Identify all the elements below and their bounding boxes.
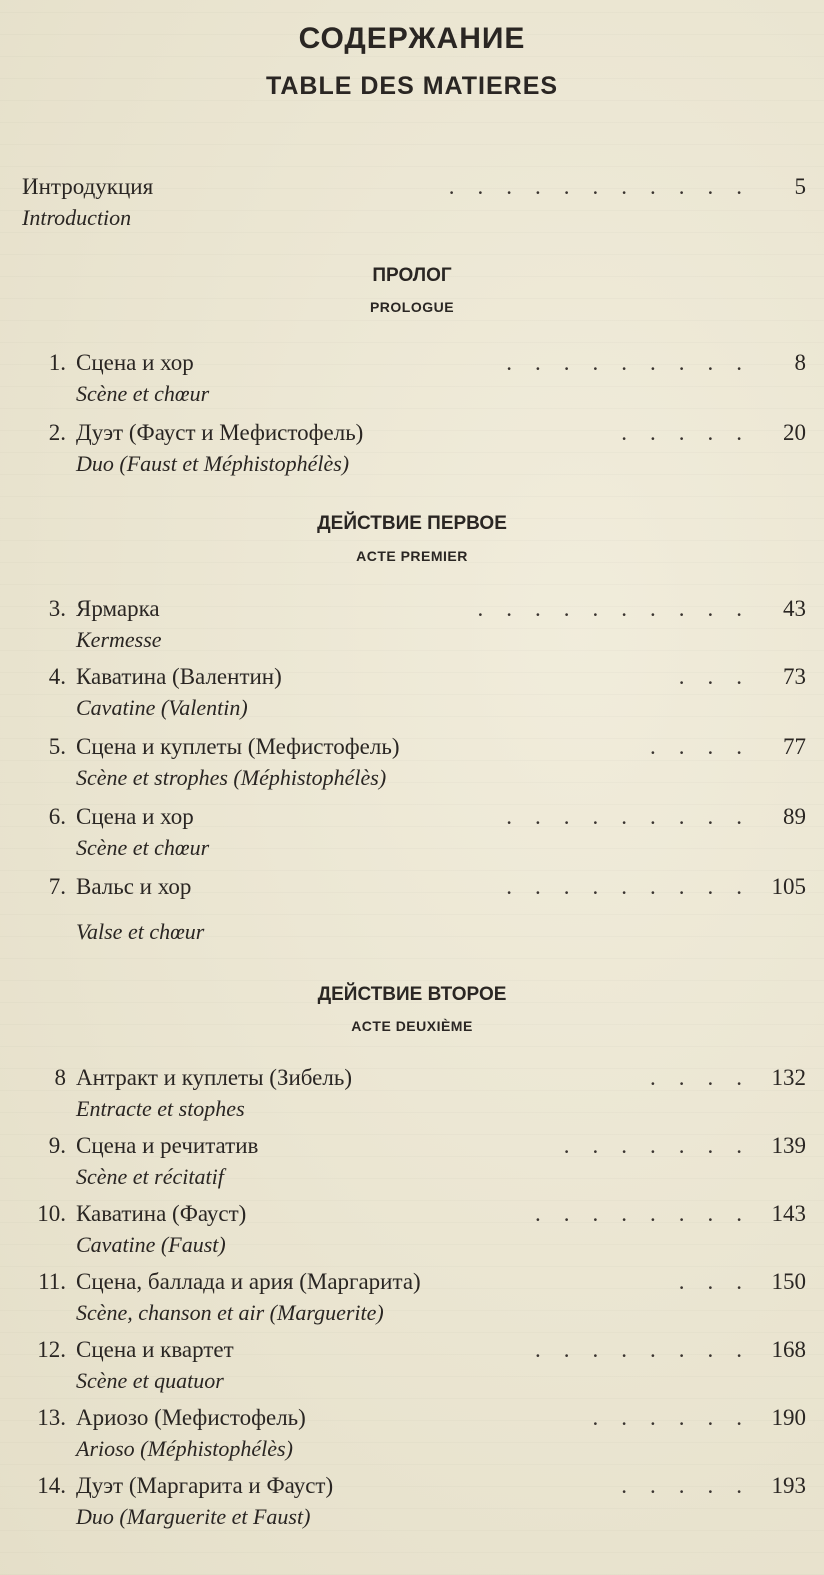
toc-entry[interactable] <box>0 1133 824 1203</box>
section-title-fr: ACTE DEUXIÈME <box>351 1018 473 1034</box>
leader-dots: . . . . . . . . . <box>506 804 742 829</box>
entry-number: 9. <box>48 1133 66 1158</box>
section-title-ru: ДЕЙСТВИЕ ВТОРОЕ <box>317 984 507 1005</box>
entry-title-fr: Introduction <box>22 205 132 230</box>
page-number: 193 <box>771 1473 806 1498</box>
section-title-ru: ДЕЙСТВИЕ ПЕРВОЕ <box>317 513 507 534</box>
leader-dots: . . . . . <box>621 420 742 445</box>
leader-dots: . . . . . . . <box>563 1133 742 1158</box>
entry-number: 1. <box>48 350 66 375</box>
entry-title-fr: Duo (Faust et Méphistophélès) <box>76 451 350 476</box>
entry-title-ru: Сцена и квартет <box>76 1337 234 1362</box>
entry-number: 11. <box>38 1269 66 1294</box>
toc-entry[interactable] <box>0 874 824 954</box>
page-number: 150 <box>771 1269 806 1294</box>
entry-title-ru: Сцена и речитатив <box>76 1133 259 1158</box>
page-number: 20 <box>783 420 806 445</box>
entry-title-ru: Антракт и куплеты (Зибель) <box>76 1065 353 1090</box>
entry-title-fr: Duo (Marguerite et Faust) <box>76 1504 311 1529</box>
entry-title-fr: Scène et chœur <box>76 835 210 860</box>
page-number: 8 <box>794 350 806 375</box>
entry-number: 8 <box>54 1065 66 1090</box>
entry-title-fr: Cavatine (Valentin) <box>76 695 248 720</box>
entry-number: 12. <box>37 1337 66 1362</box>
entry-title-fr: Scène et strophes (Méphistophélès) <box>76 765 387 790</box>
toc-entry[interactable] <box>0 1473 824 1543</box>
leader-dots: . . . . . . <box>592 1405 742 1430</box>
entry-title-ru: Сцена и куплеты (Мефистофель) <box>76 734 400 759</box>
page-number: 168 <box>771 1337 806 1362</box>
entry-title-fr: Valse et chœur <box>76 919 205 944</box>
entry-title-fr: Scène et récitatif <box>76 1164 224 1189</box>
section-title-fr: PROLOGUE <box>369 299 455 315</box>
page-number: 139 <box>771 1133 806 1158</box>
entry-title-fr: Kermesse <box>76 627 162 652</box>
entry-title-ru: Дуэт (Фауст и Мефистофель) <box>76 420 364 445</box>
toc-entry[interactable] <box>0 420 824 490</box>
toc-entry[interactable] <box>0 1201 824 1271</box>
page-number: 105 <box>771 874 806 899</box>
entry-number: 13. <box>37 1405 66 1430</box>
entry-title-ru: Ариозо (Мефистофель) <box>76 1405 306 1430</box>
toc-entry-introduction[interactable] <box>0 174 824 244</box>
entry-number: 4. <box>48 664 66 689</box>
leader-dots: . . . . . . . . . . . <box>448 174 742 199</box>
page-number: 73 <box>783 664 806 689</box>
page-number: 190 <box>771 1405 806 1430</box>
entry-title-ru: Сцена, баллада и ария (Маргарита) <box>76 1269 421 1294</box>
leader-dots: . . . . . . . . . <box>506 350 742 375</box>
entry-title-fr: Scène et chœur <box>76 381 210 406</box>
entry-number: 2. <box>48 420 66 445</box>
entry-number: 7. <box>48 874 66 899</box>
page-number: 143 <box>771 1201 806 1226</box>
leader-dots: . . . . . . . . <box>535 1201 742 1226</box>
page-number: 132 <box>771 1065 806 1090</box>
page-number: 77 <box>783 734 806 759</box>
leader-dots: . . . . . . . . <box>535 1337 742 1362</box>
entry-title-ru: Каватина (Валентин) <box>76 664 282 689</box>
toc-entry[interactable] <box>0 1405 824 1475</box>
entry-title-fr: Scène, chanson et air (Marguerite) <box>76 1300 384 1325</box>
leader-dots: . . . . . . . . . . <box>477 596 742 621</box>
entry-title-ru: Дуэт (Маргарита и Фауст) <box>76 1473 334 1498</box>
section-title-ru: ПРОЛОГ <box>372 265 452 286</box>
leader-dots: . . . . . <box>621 1473 742 1498</box>
toc-entry[interactable] <box>0 734 824 804</box>
leader-dots: . . . . . . . . . <box>506 874 742 899</box>
entry-title-fr: Scène et quatuor <box>76 1368 224 1393</box>
entry-number: 10. <box>37 1201 66 1226</box>
entry-title-ru: Ярмарка <box>76 596 160 621</box>
toc-entry[interactable] <box>0 1065 824 1135</box>
entry-title-fr: Entracte et stophes <box>76 1096 245 1121</box>
toc-entry[interactable] <box>0 350 824 420</box>
toc-entry[interactable] <box>0 1337 824 1407</box>
toc-entry[interactable] <box>0 596 824 666</box>
entry-number: 6. <box>48 804 66 829</box>
toc-entry[interactable] <box>0 804 824 874</box>
entry-title-ru: Интродукция <box>22 174 154 199</box>
page-title: СОДЕРЖАНИЕ <box>298 22 526 55</box>
leader-dots: . . . . <box>650 734 742 759</box>
toc-entry[interactable] <box>0 1269 824 1339</box>
toc-entry[interactable] <box>0 664 824 734</box>
entry-number: 3. <box>48 596 66 621</box>
entry-title-fr: Cavatine (Faust) <box>76 1232 226 1257</box>
entry-title-ru: Сцена и хор <box>76 350 194 375</box>
page-number: 43 <box>783 596 806 621</box>
leader-dots: . . . <box>678 1269 742 1294</box>
entry-title-ru: Вальс и хор <box>76 874 192 899</box>
entry-title-ru: Сцена и хор <box>76 804 194 829</box>
entry-title-ru: Каватина (Фауст) <box>76 1201 247 1226</box>
section-title-fr: ACTE PREMIER <box>356 548 468 564</box>
leader-dots: . . . <box>678 664 742 689</box>
leader-dots: . . . . <box>650 1065 742 1090</box>
entry-number: 14. <box>37 1473 66 1498</box>
page-number: 89 <box>783 804 806 829</box>
page-subtitle: TABLE DES MATIERES <box>265 72 559 100</box>
page-number: 5 <box>794 174 806 199</box>
entry-title-fr: Arioso (Méphistophélès) <box>76 1436 293 1461</box>
entry-number: 5. <box>48 734 66 759</box>
